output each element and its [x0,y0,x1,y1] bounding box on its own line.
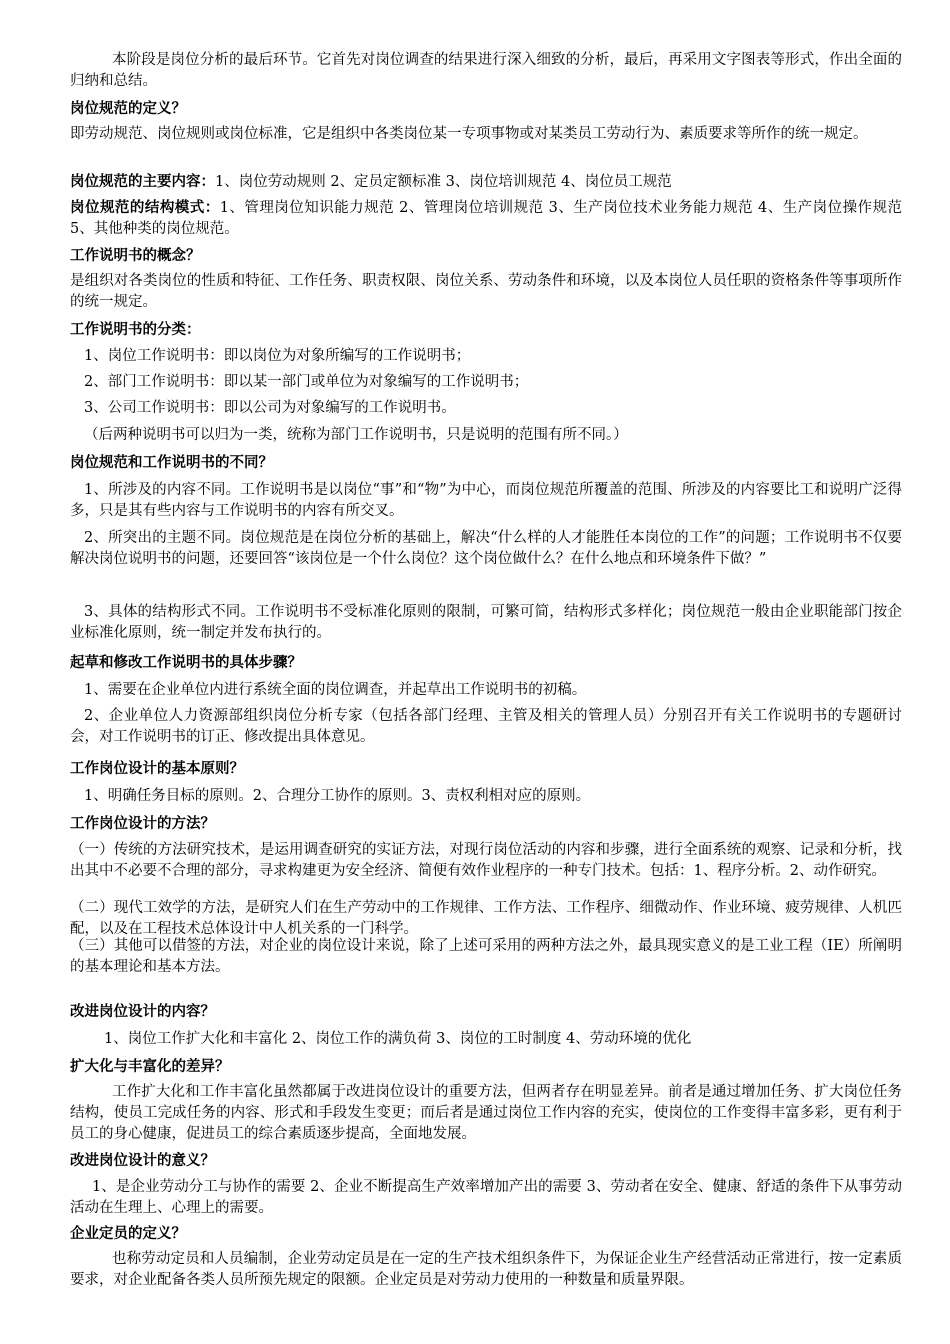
heading-drafting-steps: 起草和修改工作说明书的具体步骤？ [70,655,302,671]
improve-design-content-body: 1、岗位工作扩大化和丰富化 2、岗位工作的满负荷 3、岗位的工时制度 4、劳动环境的优化 [104,1031,692,1047]
heading-staffing-definition: 企业定员的定义？ [70,1226,186,1242]
heading-design-principles: 工作岗位设计的基本原则？ [70,761,244,777]
job-description-type-1: 1、岗位工作说明书：即以岗位为对象所编写的工作说明书； [84,348,471,364]
heading-design-methods: 工作岗位设计的方法？ [70,816,215,832]
heading-job-description-types: 工作说明书的分类： [70,322,201,338]
intro-paragraph: 本阶段是岗位分析的最后环节。它首先对岗位调查的结果进行深入细致的分析，最后，再采用文字图表等形式，作出全面的归纳和总结。 [70,52,902,89]
heading-improve-design-significance: 改进岗位设计的意义？ [70,1153,215,1169]
job-spec-main-content-text: 1、岗位劳动规则 2、定员定额标准 3、岗位培训规范 4、岗位员工规范 [215,174,672,190]
staffing-definition-body: 也称劳动定员和人员编制，企业劳动定员是在一定的生产技术组织条件下，为保证企业生产经营活动正常进行，按一定素质要求，对企业配备各类人员所预先规定的限额。企业定员是对劳动力使用的一种数量和质量界限。 [70,1251,902,1288]
design-method-1: （一）传统的方法研究技术，是运用调查研究的实证方法，对现行岗位活动的内容和步骤，进行全面系统的观察、记录和分析，找出其中不必要不合理的部分，寻求构建更为安全经济、简便有效作业程序的一种专门技术。包括：1、程序分析。2、动作研究。 [70,842,902,879]
design-method-2: （二）现代工效学的方法，是研究人们在生产劳动中的工作规律、工作方法、工作程序、细微动作、作业环境、疲劳规律、人机匹配，以及在工程技术总体设计中人机关系的一门科学。 [70,900,902,937]
job-spec-main-content [70,172,902,193]
heading-job-spec-definition: 岗位规范的定义？ [70,101,186,117]
difference-1: 1、所涉及的内容不同。工作说明书是以岗位“事”和“物”为中心，而岗位规范所覆盖的范围、所涉及的内容要比工和说明广泛得多，只是其有些内容与工作说明书的内容有所交叉。 [70,482,902,519]
heading-enlargement-vs-enrichment: 扩大化与丰富化的差异？ [70,1059,230,1075]
drafting-step-1: 1、需要在企业单位内进行系统全面的岗位调查，并起草出工作说明书的初稿。 [84,682,587,698]
difference-2: 2、所突出的主题不同。岗位规范是在岗位分析的基础上，解决“什么样的人才能胜任本岗位的工作”的问题；工作说明书不仅要解决岗位说明书的问题，还要回答“该岗位是一个什么岗位？这个岗位做什么？在什么地点和环境条件下做？” [70,530,902,567]
heading-spec-vs-description: 岗位规范和工作说明书的不同？ [70,455,273,471]
heading-job-description-concept: 工作说明书的概念？ [70,248,201,264]
design-principles-body: 1、明确任务目标的原则。2、合理分工协作的原则。3、责权利相对应的原则。 [84,788,591,804]
drafting-step-2: 2、企业单位人力资源部组织岗位分析专家（包括各部门经理、主管及相关的管理人员）分别召开有关工作说明书的专题研讨会，对工作说明书的订正、修改提出具体意见。 [70,708,902,745]
job-description-concept-body: 是组织对各类岗位的性质和特征、工作任务、职责权限、岗位关系、劳动条件和环境，以及本岗位人员任职的资格条件等事项所作的统一规定。 [70,273,902,310]
improve-design-significance-body: 1、是企业劳动分工与协作的需要 2、企业不断提高生产效率增加产出的需要 3、劳动者在安全、健康、舒适的条件下从事劳动活动在生理上、心理上的需要。 [70,1179,902,1216]
job-spec-structure-label: 岗位规范的结构模式： [70,200,220,216]
job-spec-definition-body: 即劳动规范、岗位规则或岗位标准，它是组织中各类岗位某一专项事物或对某类员工劳动行为、素质要求等所作的统一规定。 [70,126,868,142]
job-spec-main-content-label: 岗位规范的主要内容： [70,174,215,190]
design-method-3: （三）其他可以借签的方法，对企业的岗位设计来说，除了上述可采用的两种方法之外，最具现实意义的是工业工程（IE）所阐明的基本理论和基本方法。 [70,938,902,975]
job-description-type-2: 2、部门工作说明书：即以某一部门或单位为对象编写的工作说明书； [84,374,529,390]
job-spec-structure [70,198,902,240]
job-spec-structure-text: 1、管理岗位知识能力规范 2、管理岗位培训规范 3、生产岗位技术业务能力规范 4、生产岗位操作规范 5、其他种类的岗位规范。 [70,200,902,237]
difference-3: 3、具体的结构形式不同。工作说明书不受标准化原则的限制，可繁可简，结构形式多样化；岗位规范一般由企业职能部门按企业标准化原则，统一制定并发布执行的。 [70,604,902,641]
heading-improve-design-content: 改进岗位设计的内容？ [70,1004,215,1020]
enlargement-vs-enrichment-body: 工作扩大化和工作丰富化虽然都属于改进岗位设计的重要方法，但两者存在明显差异。前者是通过增加任务、扩大岗位任务结构，使员工完成任务的内容、形式和手段发生变更；而后者是通过岗位工作内容的充实，使岗位的工作变得丰富多彩，更有利于员工的身心健康，促进员工的综合素质逐步提高，全面地发展。 [70,1084,902,1142]
job-description-type-3: 3、公司工作说明书：即以公司为对象编写的工作说明书。 [84,400,456,416]
job-description-type-note: （后两种说明书可以归为一类，统称为部门工作说明书，只是说明的范围有所不同。） [84,427,628,443]
